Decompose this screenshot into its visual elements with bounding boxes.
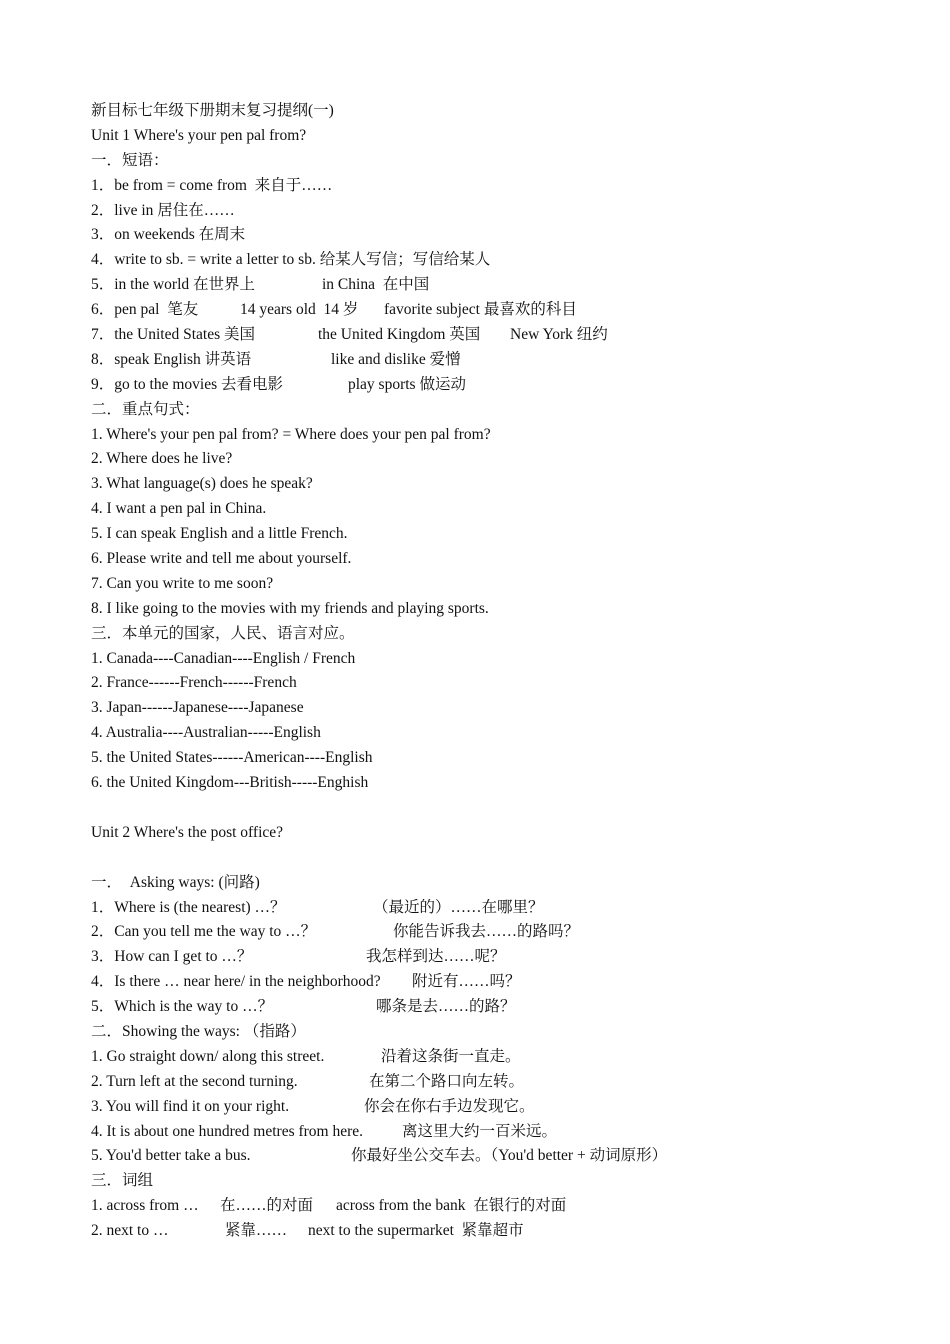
showing-en: 5. You'd better take a bus. [91,1147,251,1165]
blank-line [91,846,891,871]
unit2-section-showing: 二．Showing the ways: （指路） [91,1022,306,1040]
showing-en: 3. You will find it on your right. [91,1097,290,1115]
group-line [91,1219,891,1244]
group-example: across from the bank 在银行的对面 [336,1197,567,1215]
phrase-line [91,273,891,298]
phrase-col: 8．speak English 讲英语 [91,350,252,368]
showing-zh: 你会在你右手边发现它。 [364,1097,535,1115]
phrase-line [91,348,891,373]
phrase-col: 14 years old 14 岁 [240,301,359,319]
country-line: 5. the United States------American----English [91,749,373,767]
showing-en: 1. Go straight down/ along this street. [91,1047,325,1065]
asking-en: 3．How can I get to …？ [91,948,253,966]
asking-line [91,896,891,921]
asking-zh: 哪条是去……的路？ [376,998,516,1016]
asking-zh: 你能告诉我去……的路吗？ [393,923,580,941]
phrase-line: 1．be from = come from 来自于…… [91,176,333,194]
showing-zh: 在第二个路口向左转。 [369,1072,525,1090]
phrase-col: favorite subject 最喜欢的科目 [384,301,577,319]
sentence-line: 7. Can you write to me soon? [91,574,274,592]
asking-line [91,995,891,1020]
sentence-line: 3. What language(s) does he speak? [91,475,313,493]
phrase-col: 6．pen pal 笔友 [91,301,199,319]
asking-zh: 附近有……吗？ [412,973,521,991]
showing-en: 2. Turn left at the second turning. [91,1072,298,1090]
asking-en: 2．Can you tell me the way to …？ [91,923,317,941]
phrase-col: 5．in the world 在世界上 [91,276,256,294]
sentence-line: 5. I can speak English and a little French. [91,525,348,543]
asking-zh: （最近的）……在哪里？ [373,898,544,916]
unit2-section-groups: 三．词组 [91,1172,154,1190]
blank-line [91,796,891,821]
sentence-line: 8. I like going to the movies with my friends and playing sports. [91,599,489,617]
phrase-line [91,323,891,348]
phrase-col: New York 纽约 [510,326,608,344]
group-example: next to the supermarket 紧靠超市 [308,1222,524,1240]
group-line [91,1194,891,1219]
phrase-col: 9．go to the movies 去看电影 [91,375,284,393]
sentence-line: 4. I want a pen pal in China. [91,500,267,518]
unit2-title: Unit 2 Where's the post office? [91,823,284,841]
showing-zh: 你最好坐公交车去。（You'd better + 动词原形） [351,1147,668,1165]
phrase-col: play sports 做运动 [348,375,466,393]
showing-zh: 离这里大约一百米远。 [402,1122,558,1140]
phrase-line: 3．on weekends 在周末 [91,226,246,244]
asking-en: 4．Is there … near here/ in the neighborhood? [91,973,381,991]
unit1-section-phrases: 一．短语： [91,151,169,169]
showing-line [91,1144,891,1169]
group-en: 2. next to … [91,1222,169,1240]
sentence-line: 6. Please write and tell me about yourself. [91,550,352,568]
document-content [91,99,891,1244]
sentence-line: 2. Where does he live? [91,450,233,468]
phrase-line: 4．write to sb. = write a letter to sb. 给某人写信；写信给某人 [91,251,491,269]
unit1-section-countries: 三．本单元的国家，人民、语言对应。 [91,624,355,642]
unit1-section-sentences: 二．重点句式： [91,400,200,418]
asking-line [91,945,891,970]
phrase-col: in China 在中国 [322,276,430,294]
showing-line [91,1045,891,1070]
country-line: 1. Canada----Canadian----English / French [91,649,356,667]
asking-en: 5．Which is the way to …？ [91,998,274,1016]
document-title: 新目标七年级下册期末复习提纲(一) [91,102,334,119]
group-zh: 紧靠…… [225,1222,288,1240]
showing-line [91,1070,891,1095]
group-en: 1. across from … [91,1197,199,1215]
phrase-col: the United Kingdom 英国 [318,326,481,344]
unit1-title: Unit 1 Where's your pen pal from? [91,126,307,144]
country-line: 3. Japan------Japanese----Japanese [91,699,304,717]
unit2-section-asking: 一． Asking ways: (问路) [91,873,260,891]
showing-line [91,1120,891,1145]
phrase-col: 7．the United States 美国 [91,326,256,344]
group-zh: 在……的对面 [220,1197,314,1215]
phrase-line [91,373,891,398]
sentence-line: 1. Where's your pen pal from? = Where does your pen pal from? [91,425,491,443]
asking-en: 1．Where is (the nearest) …？ [91,898,286,916]
phrase-line: 2．live in 居住在…… [91,201,235,219]
showing-zh: 沿着这条街一直走。 [381,1047,521,1065]
phrase-col: like and dislike 爱憎 [331,350,461,368]
showing-en: 4. It is about one hundred metres from here. [91,1122,364,1140]
country-line: 2. France------French------French [91,674,297,692]
asking-zh: 我怎样到达……呢？ [366,948,506,966]
showing-line [91,1095,891,1120]
country-line: 4. Australia----Australian-----English [91,724,321,742]
asking-line [91,970,891,995]
country-line: 6. the United Kingdom---British-----Enghish [91,774,369,792]
phrase-line [91,298,891,323]
asking-line [91,920,891,945]
